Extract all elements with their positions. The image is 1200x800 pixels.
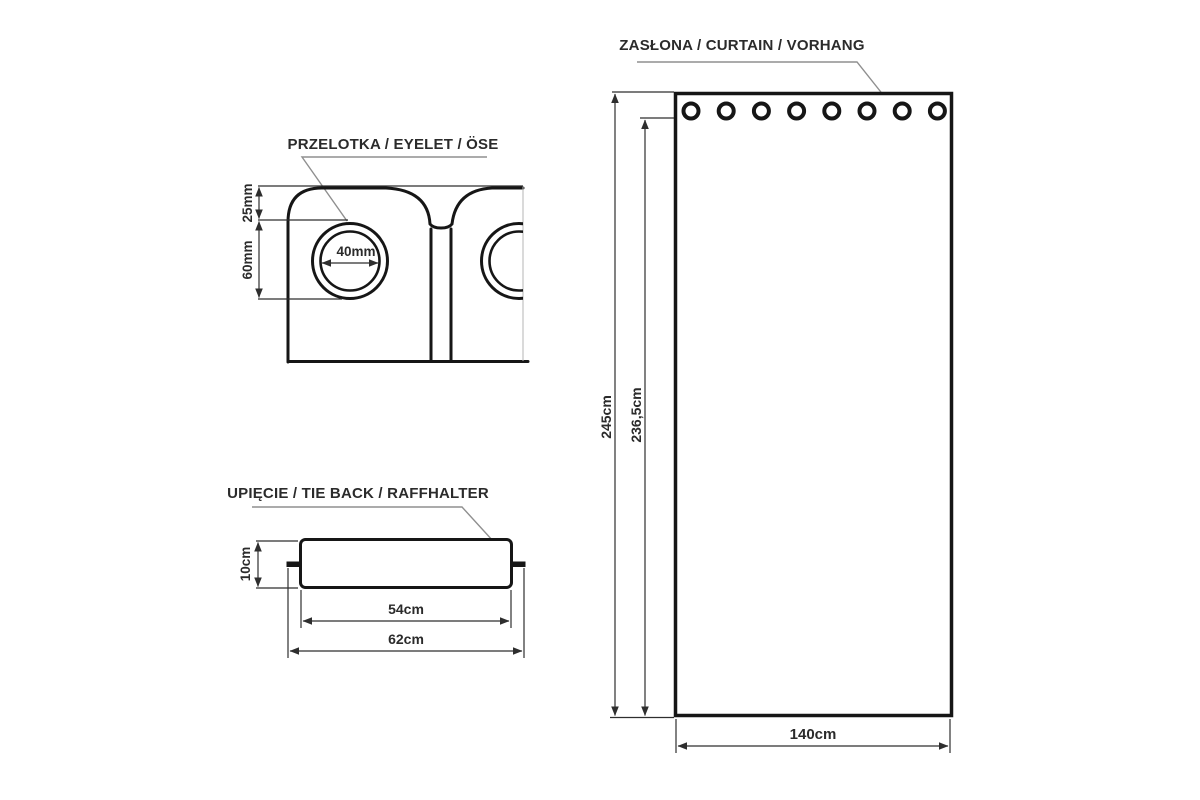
dim-label-10cm: 10cm xyxy=(238,546,253,582)
curtain-eyelet xyxy=(860,104,875,119)
dim-label-62cm: 62cm xyxy=(388,631,424,647)
curtain-eyelet xyxy=(789,104,804,119)
dim-label-140cm: 140cm xyxy=(789,726,837,743)
dim-label-54cm: 54cm xyxy=(388,601,424,617)
eyelet-detail-label: PRZELOTKA / EYELET / ÖSE xyxy=(287,136,499,153)
curtain-eyelet xyxy=(895,104,910,119)
eyelet-detail xyxy=(240,136,557,362)
tieback-label: UPIĘCIE / TIE BACK / RAFFHALTER xyxy=(227,485,489,502)
curtain-eyelet xyxy=(930,104,945,119)
dim-label-40mm: 40mm xyxy=(336,244,376,259)
curtain-eyelet xyxy=(754,104,769,119)
tieback-detail xyxy=(227,485,525,658)
curtain-eyelet xyxy=(719,104,734,119)
eyelet-ring-inner xyxy=(321,232,380,291)
curtain-eyelet xyxy=(684,104,699,119)
dim-label-25mm: 25mm xyxy=(240,183,255,223)
curtain-view xyxy=(598,37,952,753)
eyelet-ring2-outer xyxy=(482,224,557,299)
dim-label-245cm: 245cm xyxy=(598,395,614,439)
dim-label-236-5cm: 236,5cm xyxy=(628,387,644,443)
tieback-body xyxy=(301,540,512,588)
eyelet-ring2-inner xyxy=(490,232,549,291)
curtain-panel xyxy=(676,94,952,716)
eyelet-ring-2-clipped xyxy=(482,224,557,299)
eyelet-ring-outer xyxy=(313,224,388,299)
curtain-eyelet xyxy=(824,104,839,119)
curtain-label: ZASŁONA / CURTAIN / VORHANG xyxy=(619,37,865,54)
dim-label-60mm: 60mm xyxy=(240,240,255,280)
